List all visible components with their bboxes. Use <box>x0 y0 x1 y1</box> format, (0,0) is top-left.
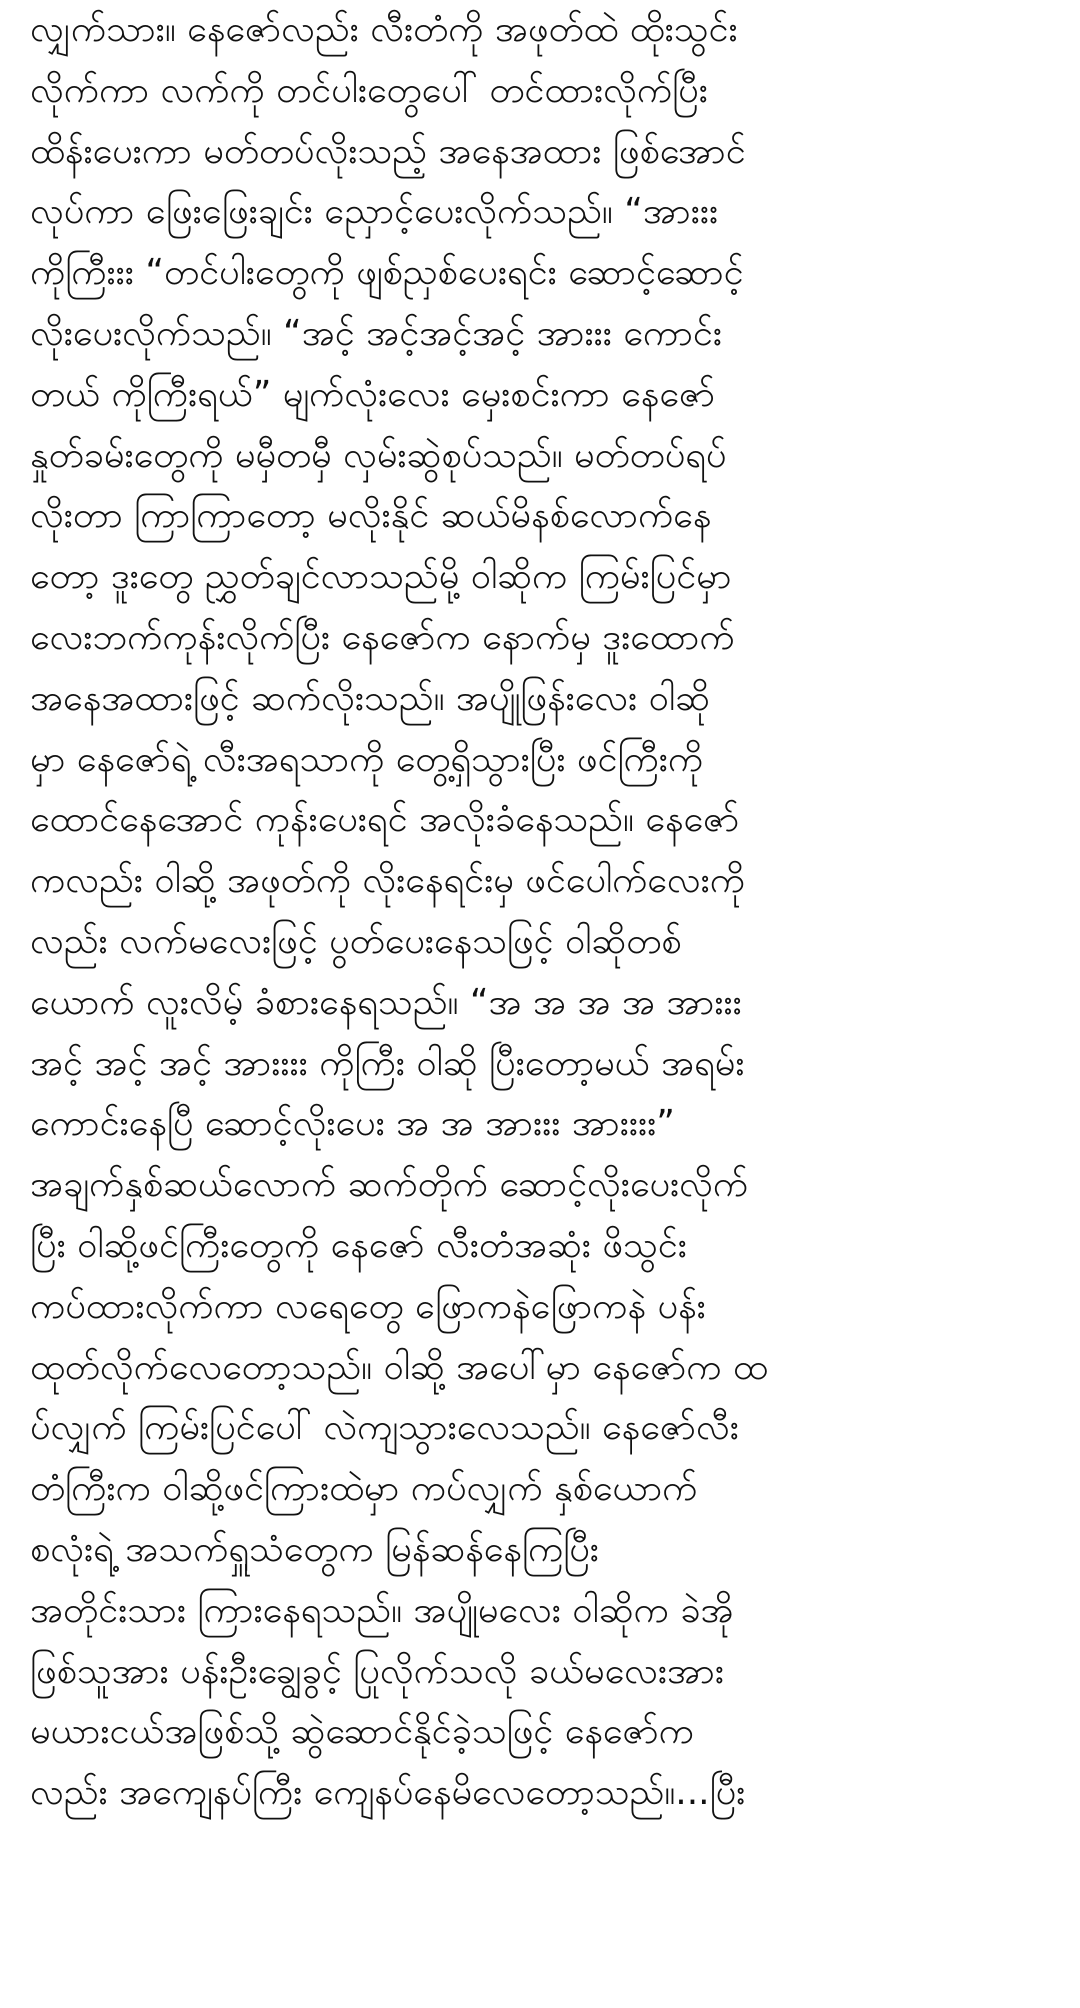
text-line: လည်း အကျေနပ်ကြီး ကျေနပ်နေမိလေတော့သည်။...ပြီး <box>30 1772 746 1814</box>
text-line: လိုးတာ ကြာကြာတော့ မလိုးနိုင် ဆယ်မိနစ်လောက်နေ <box>30 495 712 537</box>
text-line: တော့ ဒူးတွေ ညွှတ်ချင်လာသည်မို့ ဝါဆိုက ကြမ်းပြင်မှာ <box>30 556 732 598</box>
text-line: မှာ နေဇော်ရဲ့ လီးအရသာကို တွေ့ရှိသွားပြီး ဖင်ကြီးကို <box>30 738 704 780</box>
text-line: မယားငယ်အဖြစ်သို့ ဆွဲဆောင်နိုင်ခဲ့သဖြင့် နေဇော်က <box>30 1711 694 1753</box>
text-line: ပြီး ဝါဆို့ဖင်ကြီးတွေကို နေဇော် လီးတံအဆုံး ဖိသွင်း <box>30 1224 687 1266</box>
story-text <box>30 0 1060 1824</box>
text-line: ယောက် လူးလိမ့် ခံစားနေရသည်။ “အ အ အ အ အားးး <box>30 981 742 1023</box>
text-line: ကောင်းနေပြီ ဆောင့်လိုးပေး အ အ အားးး အားးးး” <box>30 1103 675 1145</box>
text-line: ပ်လျှက် ကြမ်းပြင်ပေါ် လဲကျသွားလေသည်။ နေဇော်လီး <box>30 1407 739 1449</box>
text-line: လျှက်သား။ နေဇော်လည်း လီးတံကို အဖုတ်ထဲ ထိုးသွင်း <box>30 9 738 50</box>
text-line: လိုက်ကာ လက်ကို တင်ပါးတွေပေါ် တင်ထားလိုက်ပြီး <box>30 69 708 111</box>
text-line: အနေအထားဖြင့် ဆက်လိုးသည်။ အပျိုဖြန်းလေး ဝါဆို <box>30 677 710 719</box>
text-line: လိုးပေးလိုက်သည်။ “အင့် အင့်အင့်အင့် အားးး ကောင်း <box>30 312 723 354</box>
text-line: ဖြစ်သူအား ပန်းဦးချွေခွင့် ပြုလိုက်သလို ခယ်မလေးအား <box>30 1650 725 1692</box>
text-line: လေးဘက်ကုန်းလိုက်ပြီး နေဇော်က နောက်မှ ဒူးထောက် <box>30 616 735 658</box>
text-line: နှုတ်ခမ်းတွေကို မမှီတမှီ လှမ်းဆွဲစုပ်သည်။ မတ်တပ်ရပ် <box>30 434 727 476</box>
text-line: အတိုင်းသား ကြားနေရသည်။ အပျိုမလေး ဝါဆိုက ခဲအို <box>30 1589 734 1631</box>
text-line: တံကြီးက ဝါဆို့ဖင်ကြားထဲမှာ ကပ်လျှက် နှစ်ယောက် <box>30 1468 698 1510</box>
text-line: အချက်နှစ်ဆယ်လောက် ဆက်တိုက် ဆောင့်လိုးပေးလိုက် <box>30 1164 749 1206</box>
text-line: လည်း လက်မလေးဖြင့် ပွတ်ပေးနေသဖြင့် ဝါဆိုတစ် <box>30 920 682 962</box>
text-line: ကပ်ထားလိုက်ကာ လရေတွေ ဖြောကနဲဖြောကနဲ ပန်း <box>30 1285 706 1327</box>
text-line: ထိန်းပေးကာ မတ်တပ်လိုးသည့် အနေအထား ဖြစ်အောင် <box>30 130 746 172</box>
text-line: ထောင်နေအောင် ကုန်းပေးရင် အလိုးခံနေသည်။ နေဇော် <box>30 799 740 841</box>
text-line: တယ် ကိုကြီးရယ်” မျက်လုံးလေး မှေးစင်းကာ နေဇော် <box>30 373 716 415</box>
text-line: စလုံးရဲ့ အသက်ရှူသံတွေက မြန်ဆန်နေကြပြီး <box>30 1528 599 1570</box>
text-line: လုပ်ကာ ဖြေးဖြေးချင်း ညှောင့်ပေးလိုက်သည်။ “အားးး <box>30 191 719 233</box>
text-line: အင့် အင့် အင့် အားးးး ကိုကြီး ဝါဆို ပြီးတော့မယ် အရမ်း <box>30 1042 745 1084</box>
text-line: ကလည်း ဝါဆို့ အဖုတ်ကို လိုးနေရင်းမှ ဖင်ပေါက်လေးကို <box>30 860 745 902</box>
text-line: ကိုကြီးးး “တင်ပါးတွေကို ဖျစ်ညှစ်ပေးရင်း ဆောင့်ဆောင့် <box>30 252 744 294</box>
text-line: ထုတ်လိုက်လေတော့သည်။ ဝါဆို့ အပေါ်မှာ နေဇော်က ထ <box>30 1346 768 1388</box>
